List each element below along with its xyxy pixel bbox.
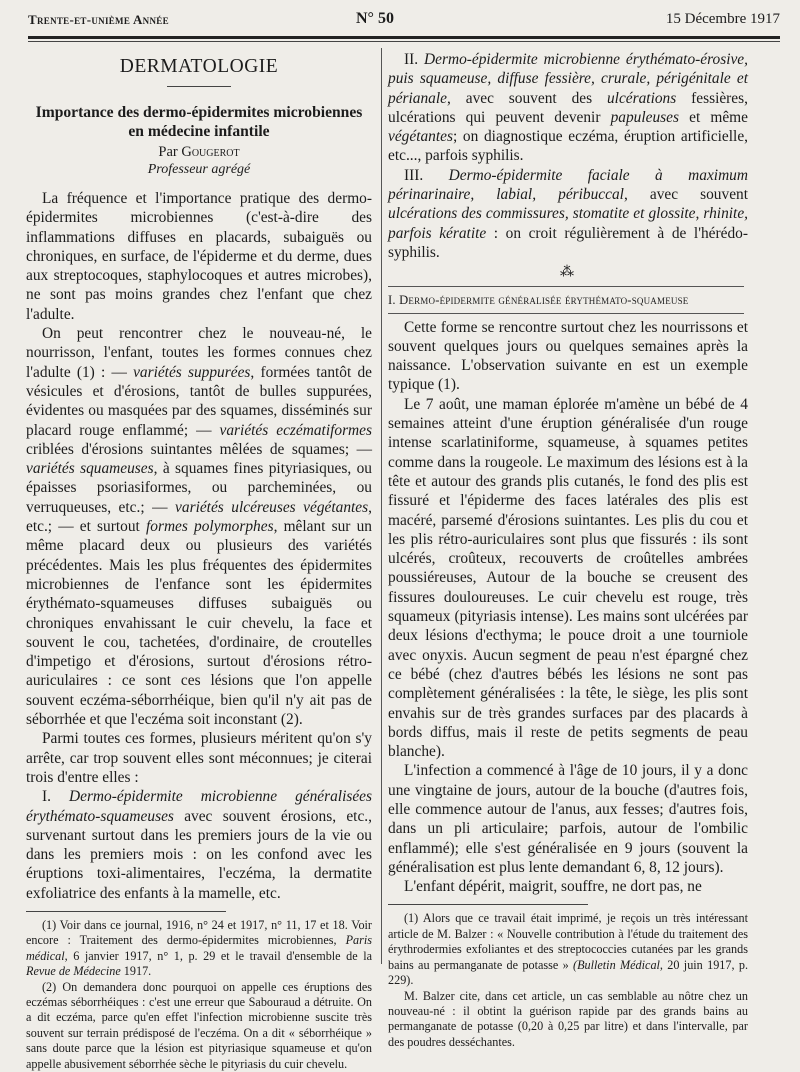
column-divider <box>381 48 382 964</box>
text-run-italic: variétés eczématiformes <box>219 421 372 439</box>
footnote-rule <box>26 911 226 912</box>
text-run-italic: ulcérations <box>606 89 677 107</box>
right-column <box>388 50 748 1050</box>
paragraph-intro: La fréquence et l'importance pratique des dermo-épidermites microbiennes (c'est-à-dire des inflammations diffuses en placards, subaiguës ou chroniques, en surface, de l'épiderme et du derme, dues aux streptocoques, staphylocoques et autres microbes), ne sont pas moins grandes chez l'enfant que chez l'adulte. <box>26 190 372 323</box>
text-run: I. <box>42 788 51 806</box>
text-run-italic: (Bulletin Médical <box>573 957 660 972</box>
text-run-italic: variétés ulcéreuses végétantes <box>175 498 369 516</box>
issue-number: N° 50 <box>356 10 394 27</box>
footnote-balzer-case: M. Balzer cite, dans cet article, un cas semblable au nôtre chez un nouveau-né : il obtint la guérison rapide par des grands bains au permanganate de potasse (0,20 à 0,25 par litre) et dans l'intervalle, par des poudres desséchantes. <box>388 988 748 1049</box>
text-run-italic: Dermo-épidermite microbienne érythémato-érosive, puis squameuse, diffuse fessière, crurale, périgénitale et périanale <box>388 51 748 107</box>
footnote-balzer <box>388 911 748 988</box>
header-rule-thin <box>28 41 780 42</box>
text-run: , à squames fines pityriasiques, ou épaisses psoriasiformes, ou parcheminées, ou verruqueuses, etc.; — <box>26 460 372 516</box>
article-title: Importance des dermo-épidermites microbiennes en médecine infantile <box>35 104 363 140</box>
text-run: fessières, ulcérations qui peuvent devenir <box>388 89 748 126</box>
paragraph-form-three <box>388 166 748 262</box>
text-run-italic: Dermo-épidermite microbienne généralisées érythémato-squameuses <box>26 788 372 825</box>
subsection-heading: I. Dermo-épidermite généralisée érythémato-squameuse <box>388 293 689 308</box>
subhead-rule-bottom <box>388 313 744 314</box>
byline-by: Par <box>158 144 178 160</box>
text-run-italic: Dermo-épidermite faciale à maximum périnarinaire, labial, péribuccal <box>388 166 748 204</box>
text-run: (1) Alors que ce travail était imprimé, je reçois un très intéressant article de M. Balzer : « Nouvelle contribution à l'étude du traitement des érythrodermies exfoliantes et des streptococcies cutanées par les grands bains au permanganate de potasse » <box>388 911 748 972</box>
text-run: : on croit régulièrement à de l'hérédo-syphilis. <box>388 224 748 261</box>
author-role: Professeur agrégé <box>147 162 251 177</box>
author-name: Gougerot <box>181 144 240 160</box>
text-run: , mêlant sur un même placard deux ou plusieurs des variétés précédentes. Mais les plus fréquentes des épidermites microbiennes de l'enfance sont les épidermites érythémato-squameuses diffuses subaiguës ou chroniques envahissant le cuir chevelu, la face et souvent le cou, tachetées, d'ordinaire, de croutelles d'impetigo et d'érosions, surtout d'érosions rétro-auriculaires : ce sont ces lésions que l'on appelle souvent eczéma-séborrhéique, bien qu'il n'y ait pas de séborrhée et que l'eczéma soit inconstant (2). <box>26 518 372 729</box>
text-run-italic: papuleuses <box>610 108 679 126</box>
paragraph-onset: L'infection a commencé à l'âge de 10 jours, il y a donc une vingtaine de jours, autour de la bouche (d'autres fois, elle commence autour de l'anus, aux fesses; d'autres fois, dans un pli articulaire; parfois, autour de l'ombilic enflammé); elle s'est généralisée en 9 jours (souvent la généralisation est plus lente demandant 6, 8, 12 jours). <box>388 762 748 876</box>
paragraph-case: Le 7 août, une maman éplorée m'amène un bébé de 4 semaines atteint d'une éruption généralisée d'un rouge intense scarlatiniforme, squameuse, à squames petites comme dans la rougeole. Le maximum des lésions est à la tête et autour des grands plis cutanés, le fond des plis est fissuré et l'épiderme des faces latérales des plis est macéré, parsemé d'érosions suintantes. Les plis du cou et les plis rétro-auriculaires sont plus que fissurés : ils sont ulcérés, croûteux, recouverts de croûtelles ambrées poussiéreuses, Autour de la bouche se creusent des fissures douloureuses. Le cuir chevelu est rouge, très squameux (pityriasis intense). Les mains sont ulcérées par deux lésions d'ecthyma; le pouce droit a une tourniole avec onyxis. Aucun segment de peau n'est épargné chez ce bébé (chez d'autres bébés les lésions ne sont pas complètement généralisées : la tête, le siège, les plis sont envahis sur de très grandes surfaces par des placards à bords diffus, mais il reste de petits segments de peau blanche). <box>388 395 748 761</box>
header-rule-thick <box>28 36 780 39</box>
byline <box>26 143 372 161</box>
text-run: ; on diagnostique eczéma, éruption artificielle, etc..., parfois syphilis. <box>388 128 748 165</box>
page-header <box>28 12 780 32</box>
text-run: On peut rencontrer chez le nouveau-né, le nourrisson, l'enfant, toutes les formes connues chez l'adulte (1) : — <box>26 325 372 381</box>
text-run: criblées d'érosions suintantes mêlées de squames; — <box>26 440 372 458</box>
subhead-rule-top <box>388 286 744 287</box>
text-run: , avec souvent <box>623 186 748 204</box>
text-run: , avec souvent des <box>447 89 593 107</box>
text-run: , 6 janvier 1917, n° 1, p. 29 et le travail d'ensemble de la <box>64 948 372 963</box>
text-run-italic: Revue de Médecine <box>26 964 121 979</box>
text-run: , etc.; — et surtout <box>26 498 372 536</box>
text-run: , formées tantôt de vésicules et d'érosions, tantôt de bulles suppurées, évidentes ou masquées par des squames, disséminés sur placard rouge enflammé; — <box>26 363 372 439</box>
paragraph-three-forms: Parmi toutes ces formes, plusieurs méritent qu'on s'y arrête, car trop souvent elles sont méconnues; je citerai trois d'entre elles : <box>26 730 372 786</box>
text-run-italic: variétés squameuses <box>26 460 154 478</box>
paragraph-description: Cette forme se rencontre surtout chez les nourrissons et souvent quelques jours ou quelques semaines après la naissance. L'observation suivante en est un exemple typique (1). <box>388 318 748 394</box>
text-run: II. <box>404 51 419 68</box>
footnotes-left <box>26 918 372 1072</box>
text-run: III. <box>404 166 424 184</box>
issue-date: 15 Décembre 1917 <box>665 11 780 27</box>
paragraph-form-two <box>388 50 748 166</box>
text-run-italic: ulcérations des commissures, stomatite et glossite, rhinite, parfois kératite <box>388 205 748 242</box>
footnote-rule <box>388 904 588 905</box>
text-run: (1) Voir dans ce journal, 1916, n° 24 et 1917, n° 11, 17 et 18. Voir encore : Traitement des dermo-épidermites microbiennes, <box>26 917 372 948</box>
left-column <box>26 50 372 1072</box>
text-run-italic: végétantes <box>388 128 453 146</box>
text-run-italic: formes polymorphes <box>145 518 274 536</box>
section-title: DERMATOLOGIE <box>119 56 279 77</box>
footnote-2: (2) On demandera donc pourquoi on appelle ces éruptions des eczémas séborrhéiques : c'est une erreur que Sabouraud a détruite. On a dit eczéma, parce qu'en effet l'infection microbienne suscite très souvent sur terrain prédisposé de l'eczéma. On a dit « séborrhéique » sans doute parce que la lésion est pityriasique squameuse et qu'on appelle abusivement séborrhée sèche le pityriasis du cuir chevelu. <box>26 979 372 1071</box>
text-run-italic: Paris médical <box>26 933 372 963</box>
text-run: 1917. <box>123 964 152 979</box>
volume-label: Trente-et-unième Année <box>28 12 169 27</box>
paragraph-continued: L'enfant dépérit, maigrit, souffre, ne dort pas, ne <box>404 878 702 896</box>
paragraph-forms <box>26 324 372 729</box>
paragraph-form-one <box>26 787 372 903</box>
text-run: , 20 juin 1917, p. 229). <box>388 957 748 988</box>
text-run: avec souvent érosions, etc., survenant surtout dans les premiers jours de la vie ou dans les premiers mois : on les confond avec les éruptions toxi-alimentaires, l'eczéma, la dermatite exfoliatrice des enfants à la mamelle, etc. <box>26 807 372 902</box>
footnotes-right <box>388 911 748 1050</box>
section-rule <box>167 86 231 87</box>
section-asterism: ⁂ <box>560 265 576 281</box>
text-run: et même <box>689 108 748 126</box>
footnote-1 <box>26 918 372 980</box>
text-run-italic: variétés suppurées <box>133 363 251 381</box>
